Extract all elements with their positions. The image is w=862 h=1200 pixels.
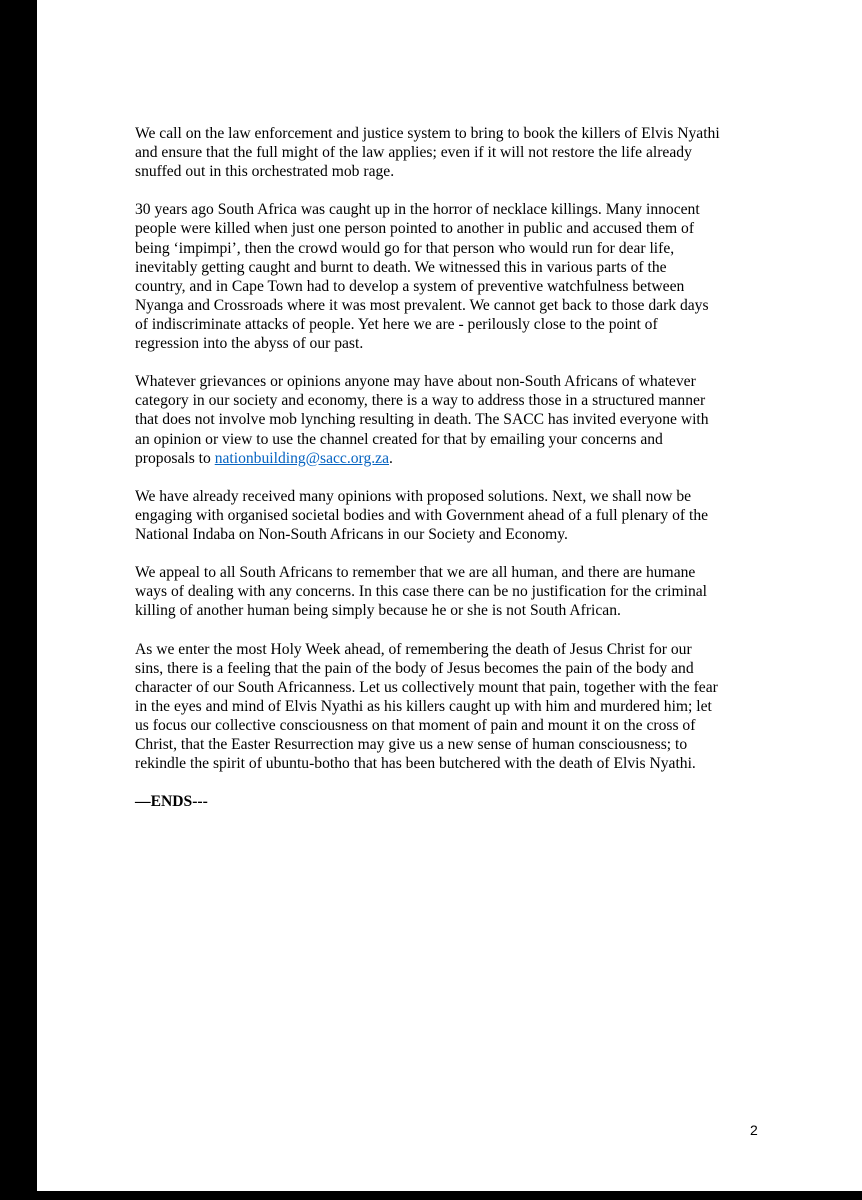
text-line: We call on the law enforcement and justice system to bring to book the killers of Elvis Nyathi	[135, 125, 720, 142]
text-line: rekindle the spirit of ubuntu-botho that has been butchered with the death of Elvis Nyathi.	[135, 755, 696, 773]
text-line: people were killed when just one person pointed to another in public and accused them of	[135, 220, 695, 238]
text-line: 30 years ago South Africa was caught up in the horror of necklace killings. Many innocent	[135, 201, 700, 219]
document-page	[37, 0, 862, 1191]
paragraph-grievances	[135, 372, 785, 467]
email-suffix: .	[389, 449, 393, 467]
text-line: category in our society and economy, there is a way to address those in a structured manner	[135, 392, 706, 410]
paragraph-opinions-received	[135, 487, 785, 544]
paragraph-holy-week	[135, 640, 785, 774]
text-line: ways of dealing with any concerns. In this case there can be no justification for the criminal	[135, 583, 708, 601]
text-line: We appeal to all South Africans to remember that we are all human, and there are humane	[135, 564, 696, 582]
page-number: 2	[750, 1122, 758, 1138]
text-line: regression into the abyss of our past.	[135, 335, 364, 353]
text-line: of indiscriminate attacks of people. Yet here we are - perilously close to the point of	[135, 315, 658, 333]
text-line: country, and in Cape Town had to develop a system of preventive watchfulness between	[135, 277, 685, 295]
text-line: being ‘impimpi’, then the crowd would go for that person who would run for dear life,	[135, 239, 675, 257]
document-body	[135, 124, 785, 811]
text-line: that does not involve mob lynching resulting in death. The SACC has invited everyone with	[135, 411, 709, 429]
text-line: National Indaba on Non-South Africans in our Society and Economy.	[135, 525, 568, 543]
text-line: in the eyes and mind of Elvis Nyathi as his killers caught up with him and murdered him; let	[135, 697, 712, 715]
text-line: sins, there is a feeling that the pain of the body of Jesus becomes the pain of the body and	[135, 659, 694, 677]
text-line: snuffed out in this orchestrated mob rage.	[135, 163, 395, 181]
text-line: Christ, that the Easter Resurrection may give us a new sense of human consciousness; to	[135, 736, 688, 753]
text-line: killing of another human being simply because he or she is not South African.	[135, 602, 621, 620]
text-line: inevitably getting caught and burnt to death. We witnessed this in various parts of the	[135, 258, 667, 276]
text-line: an opinion or view to use the channel created for that by emailing your concerns and	[135, 430, 663, 448]
text-line: We have already received many opinions with proposed solutions. Next, we shall now be	[135, 487, 692, 505]
paragraph-call-to-justice	[135, 124, 785, 181]
text-line: engaging with organised societal bodies and with Government ahead of a full plenary of the	[135, 506, 709, 524]
text-line: character of our South Africanness. Let us collectively mount that pain, together with the fear	[135, 678, 718, 696]
text-line: and ensure that the full might of the law applies; even if it will not restore the life already	[135, 144, 692, 162]
ends-marker: —ENDS---	[135, 793, 208, 811]
email-prefix: proposals to	[135, 449, 215, 467]
paragraph-necklace-killings	[135, 200, 785, 353]
text-line: As we enter the most Holy Week ahead, of remembering the death of Jesus Christ for our	[135, 640, 692, 658]
text-line: Nyanga and Crossroads where it was most prevalent. We cannot get back to those dark days	[135, 296, 709, 314]
text-line: Whatever grievances or opinions anyone may have about non-South Africans of whatever	[135, 373, 696, 391]
text-line-with-email	[135, 449, 785, 468]
text-line: us focus our collective consciousness on that moment of pain and mount it on the cross of	[135, 716, 696, 734]
paragraph-appeal	[135, 563, 785, 620]
email-link[interactable]: nationbuilding@sacc.org.za	[214, 449, 389, 467]
